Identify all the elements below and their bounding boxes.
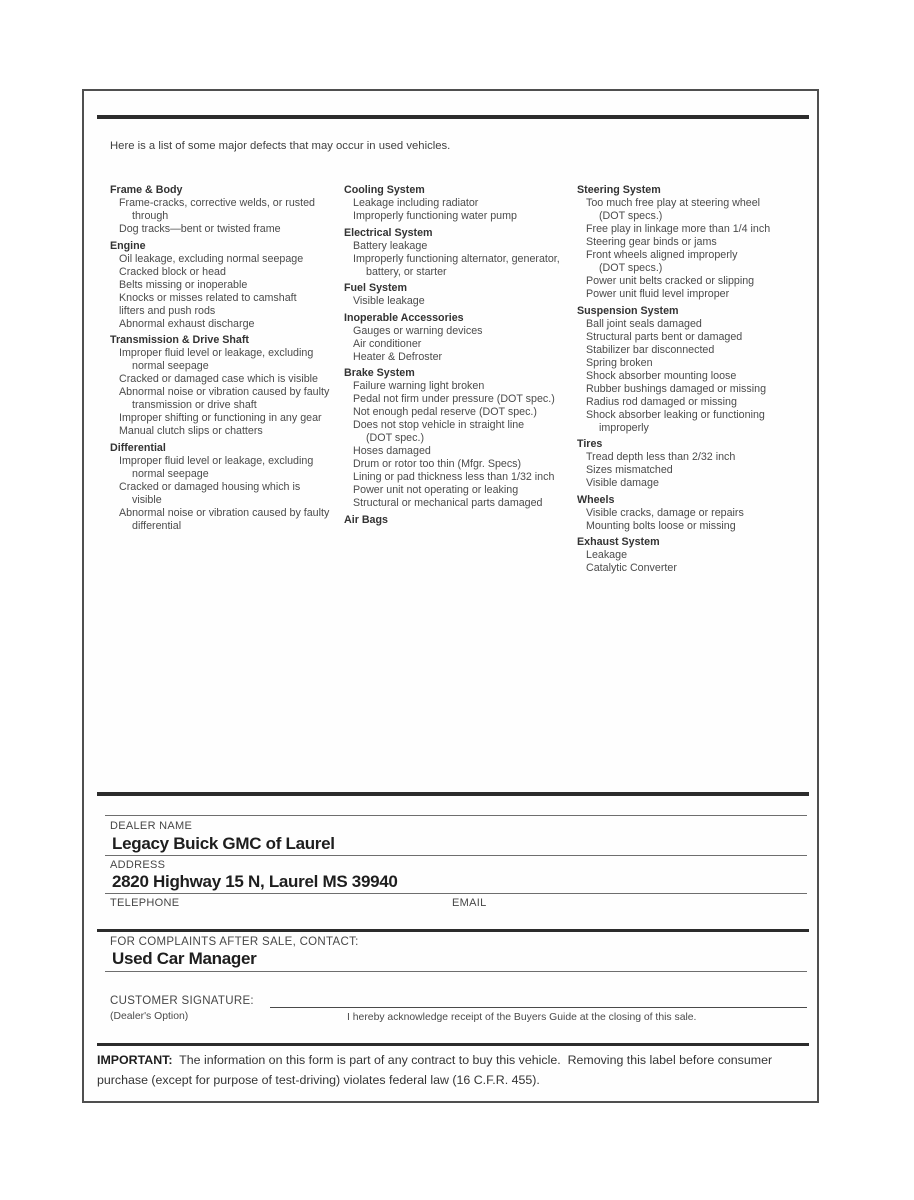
defect-section (344, 367, 576, 510)
defect-section (344, 184, 576, 223)
defect-section-heading: Wheels (577, 493, 615, 506)
defect-section-heading: Frame & Body (110, 184, 183, 196)
important-notice-text: The information on this form is part of any contract to buy this vehicle. Removing this label before consumer purchase (except for purpose of test-driving) violates federal law (16 C.F.R. 455). (97, 1053, 776, 1087)
telephone-label: TELEPHONE (110, 897, 180, 909)
dealer-name-label: DEALER NAME (110, 820, 193, 832)
address-label: ADDRESS (110, 859, 166, 871)
complaints-contact-label: FOR COMPLAINTS AFTER SALE, CONTACT: (110, 936, 359, 948)
defect-section-heading: Inoperable Accessories (344, 311, 464, 324)
defects-column-1 (110, 184, 343, 533)
complaints-underline (105, 971, 807, 972)
defect-item: normal seepage (132, 360, 209, 372)
defect-section (110, 334, 343, 438)
defect-item: normal seepage (132, 467, 209, 480)
defect-section (344, 312, 576, 364)
defect-section (110, 184, 343, 236)
defect-section (577, 536, 809, 575)
defect-item: Ball joint seals damaged (586, 317, 702, 330)
defect-item: Leakage including radiator (353, 197, 479, 209)
defects-intro-text: Here is a list of some major defects that may occur in used vehicles. (110, 140, 451, 152)
defect-item: Knocks or misses related to camshaft (119, 291, 297, 304)
defect-item: Oil leakage, excluding normal seepage (119, 252, 304, 265)
defect-item: Mounting bolts loose or missing (586, 519, 736, 532)
defect-item: Improper fluid level or leakage, excluding (119, 454, 314, 467)
buyers-guide-back-page (82, 89, 819, 1103)
defect-item: Improperly functioning water pump (353, 210, 517, 222)
complaints-section-divider (97, 929, 809, 932)
customer-signature-label: CUSTOMER SIGNATURE: (110, 995, 254, 1007)
defect-item: Visible damage (586, 477, 659, 489)
defect-item: Power unit not operating or leaking (353, 484, 519, 496)
defect-item: Hoses damaged (353, 445, 431, 457)
defect-item: Stabilizer bar disconnected (586, 343, 715, 356)
defect-section-heading: Differential (110, 441, 166, 454)
defect-section-heading: Transmission & Drive Shaft (110, 334, 249, 346)
defect-item: Spring broken (586, 356, 653, 369)
defect-item: battery, or starter (366, 265, 447, 278)
defect-item: transmission or drive shaft (132, 399, 257, 411)
defect-item: Improper shifting or functioning in any gear (119, 412, 322, 424)
defect-item: Steering gear binds or jams (586, 236, 717, 248)
defect-item: Radius rod damaged or missing (586, 395, 737, 408)
defect-section (344, 514, 576, 527)
defect-item: Rubber bushings damaged or missing (586, 382, 767, 395)
defect-item: Power unit fluid level improper (586, 288, 730, 300)
defect-item: Pedal not firm under pressure (DOT spec.) (353, 393, 555, 405)
defect-item: Visible leakage (353, 295, 425, 307)
defect-item: Dog tracks—bent or twisted frame (119, 223, 281, 235)
defect-item: lifters and push rods (119, 304, 216, 317)
defects-column-2 (344, 184, 576, 527)
defect-item: Improperly functioning alternator, generator, (353, 252, 560, 265)
defect-item: Does not stop vehicle in straight line (353, 419, 525, 431)
defect-section (110, 442, 343, 533)
defect-item: Lining or pad thickness less than 1/32 inch (353, 471, 555, 483)
defect-item: Manual clutch slips or chatters (119, 425, 263, 437)
important-notice-label: IMPORTANT: (97, 1053, 173, 1067)
defect-item: Power unit belts cracked or slipping (586, 275, 755, 287)
defect-section (577, 494, 809, 533)
defect-item: Too much free play at steering wheel (586, 197, 761, 209)
defect-item: Drum or rotor too thin (Mfgr. Specs) (353, 458, 522, 470)
dealer-name-topline (105, 815, 807, 816)
address-topline (105, 855, 807, 856)
defect-item: Cracked block or head (119, 265, 226, 278)
defect-item: Shock absorber leaking or functioning (586, 408, 765, 421)
defect-section-heading: Electrical System (344, 226, 433, 239)
defect-item: Cracked or damaged case which is visible (119, 373, 318, 385)
defect-section (577, 184, 809, 301)
defect-item: Belts missing or inoperable (119, 278, 248, 291)
defect-section-heading: Engine (110, 239, 146, 252)
defect-item: Free play in linkage more than 1/4 inch (586, 223, 771, 235)
defect-section-heading: Suspension System (577, 304, 679, 317)
defect-item: (DOT specs.) (599, 210, 663, 222)
defect-item: Structural parts bent or damaged (586, 330, 743, 343)
defect-section-heading: Steering System (577, 184, 661, 196)
complaints-contact-value: Used Car Manager (112, 949, 257, 968)
address-value: 2820 Highway 15 N, Laurel MS 39940 (112, 872, 398, 891)
telephone-topline (105, 893, 807, 894)
defect-section-heading: Fuel System (344, 282, 407, 294)
defect-item: Cracked or damaged housing which is (119, 480, 301, 493)
defect-section (344, 227, 576, 279)
defect-item: Abnormal noise or vibration caused by faulty (119, 506, 330, 519)
top-divider (97, 115, 809, 119)
defect-item: Abnormal noise or vibration caused by faulty (119, 386, 330, 398)
defect-section-heading: Brake System (344, 367, 415, 379)
defect-section-heading: Air Bags (344, 513, 388, 526)
defect-item: (DOT specs.) (599, 262, 663, 274)
defect-item: Battery leakage (353, 239, 428, 252)
defects-column-3 (577, 184, 809, 575)
defect-item: (DOT spec.) (366, 432, 424, 444)
defect-item: improperly (599, 421, 649, 434)
defect-section (577, 305, 809, 435)
defect-item: Catalytic Converter (586, 562, 677, 574)
defect-item: Shock absorber mounting loose (586, 369, 737, 382)
defect-item: visible (132, 493, 162, 506)
defect-section-heading: Cooling System (344, 184, 425, 196)
defect-item: Not enough pedal reserve (DOT spec.) (353, 406, 537, 418)
acknowledgment-text: I hereby acknowledge receipt of the Buyers Guide at the closing of this sale. (347, 1012, 697, 1023)
defect-section-heading: Tires (577, 438, 603, 450)
defect-item: Gauges or warning devices (353, 324, 483, 337)
defect-item: Front wheels aligned improperly (586, 249, 738, 261)
defect-item: Leakage (586, 549, 628, 561)
defect-section (344, 282, 576, 308)
dealers-option-note: (Dealer's Option) (110, 1011, 189, 1022)
defect-item: Heater & Defroster (353, 350, 443, 363)
important-notice (97, 1051, 799, 1090)
defect-item: Visible cracks, damage or repairs (586, 506, 744, 519)
defect-item: Air conditioner (353, 337, 422, 350)
defect-section-heading: Exhaust System (577, 536, 660, 548)
defect-item: Structural or mechanical parts damaged (353, 497, 543, 509)
defect-item: Sizes mismatched (586, 464, 673, 476)
email-label: EMAIL (452, 897, 487, 909)
defect-item: through (132, 210, 169, 222)
defect-item: Improper fluid level or leakage, excluding (119, 347, 314, 359)
important-section-divider (97, 1043, 809, 1046)
defect-item: differential (132, 519, 182, 532)
defect-item: Frame-cracks, corrective welds, or rusted (119, 197, 315, 209)
defect-item: Abnormal exhaust discharge (119, 317, 255, 330)
defect-section (110, 240, 343, 331)
dealer-section-divider (97, 792, 809, 796)
dealer-name-value: Legacy Buick GMC of Laurel (112, 834, 335, 853)
defect-section (577, 438, 809, 490)
defect-item: Tread depth less than 2/32 inch (586, 451, 736, 463)
customer-signature-line (270, 1007, 807, 1008)
defect-item: Failure warning light broken (353, 380, 485, 392)
